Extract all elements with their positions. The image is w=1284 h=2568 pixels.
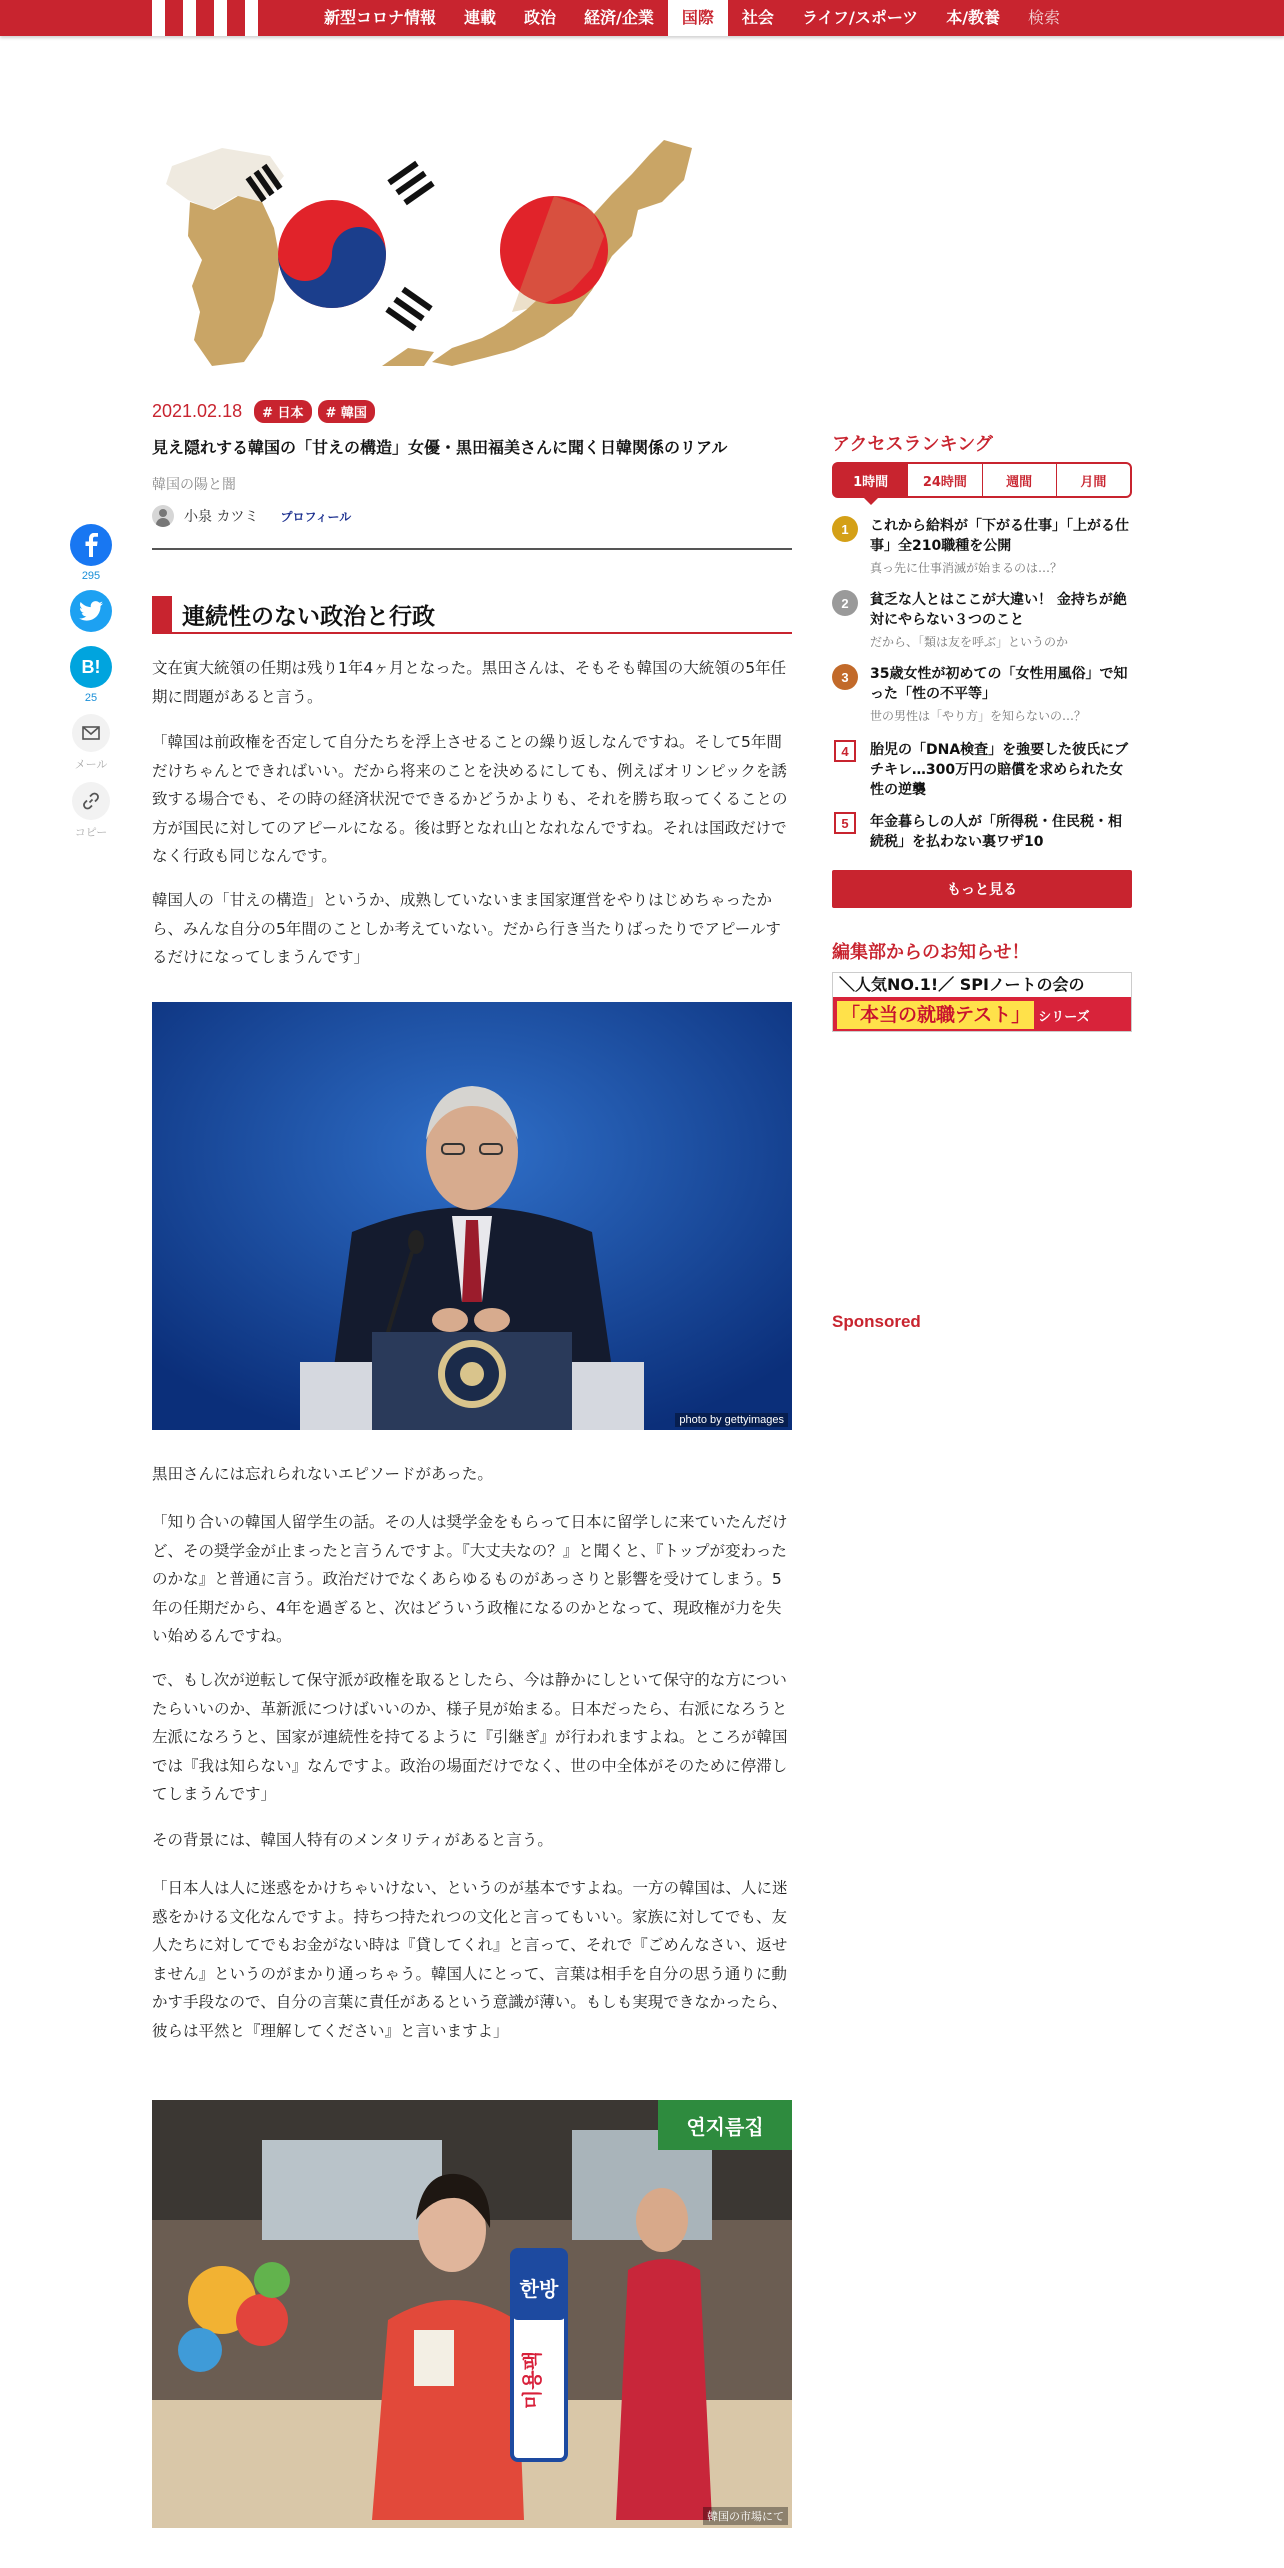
tag-japan[interactable]: # 日本: [254, 400, 311, 423]
section-heading: [152, 596, 792, 634]
article-paragraph: その背景には、韓国人特有のメンタリティがあると言う。: [152, 1831, 553, 1849]
top-nav: [0, 0, 1284, 36]
author-name[interactable]: 小泉 カツミ: [184, 509, 259, 525]
nav-item-international[interactable]: 国際: [668, 0, 728, 36]
sponsored-label: Sponsored: [832, 1312, 921, 1331]
mail-label: メール: [74, 758, 108, 771]
article-title: 見え隠れする韓国の「甘えの構造」女優・黒田福美さんに聞く日韓関係のリアル: [152, 438, 728, 457]
section-heading-text: 連続性のない政治と行政: [182, 603, 435, 630]
share-copy[interactable]: [70, 782, 112, 840]
mail-icon[interactable]: [72, 714, 110, 752]
banner-main-text: 「本当の就職テスト」: [837, 1001, 1034, 1029]
banner-top-text: ＼人気NO.1!／ SPIノートの会の: [833, 973, 1131, 997]
article-paragraph: 黒田さんには忘れられないエピソードがあった。: [152, 1465, 493, 1483]
article-paragraph: 「知り合いの韓国人留学生の話。その人は奨学金をもらって日本に留学しに来ていたんだけど、その奨学金が止まったと言うんですよ。『大丈夫なの？』と聞くと、『トップが変わったのかな』と普通に言う。政治だけでなくあらゆるものがあっさりと影響を受けてしまう。5年の任期だから、4年を過ぎると、次はどういう政権になるのかとなって、現政権が力を失い始めるんですね。: [152, 1513, 788, 1645]
banner-series-text: シリーズ: [1038, 1009, 1090, 1025]
rank-badge: 5: [834, 812, 856, 834]
ranking-title[interactable]: これから給料が「下がる仕事」「上がる仕事」全210職種を公開: [870, 518, 1129, 554]
article-paragraph: 文在寅大統領の任期は残り1年4ヶ月となった。黒田さんは、そもそも韓国の大統領の5年任期に問題があると言う。: [152, 659, 787, 706]
nav-item-books[interactable]: 本/教養: [946, 8, 1001, 27]
rank-badge: 4: [834, 740, 856, 762]
ranking-heading: アクセスランキング: [832, 434, 993, 455]
photo-caption: photo by gettyimages: [675, 1413, 788, 1427]
market-sign-top: 한방: [519, 2277, 559, 2301]
more-ranking-button[interactable]: もっと見る: [832, 870, 1132, 908]
profile-link[interactable]: プロフィール: [280, 509, 352, 524]
ranking-item[interactable]: [832, 664, 1132, 724]
article-paragraph: 「韓国は前政権を否定して自分たちを浮上させることの繰り返しなんですね。そして5年間だけちゃんとできればいい。だから将来のことを決めるにしても、例えばオリンピックを誘致する場合でも、その時の経済状況でできるかどうかよりも、それを勝ち取ってくることの方が国民に対してのアピールになる。後は野となれ山となれなんですね。それは国政だけでなく行政も同じなんです。: [152, 733, 788, 865]
tab-24hours[interactable]: 24時間: [908, 464, 982, 496]
link-icon[interactable]: [72, 782, 110, 820]
nav-item-covid[interactable]: 新型コロナ情報: [324, 8, 437, 27]
article-paragraph: で、もし次が逆転して保守派が政権を取るとしたら、今は静かにしといて保守的な方についたらいいのか、革新派につけばいいのか、様子見が始まる。日本だったら、右派になろうと左派になろうと、国家が連続性を持てるように『引継ぎ』が行われますよね。ところが韓国では『我は知らない』なんですよ。政治の場面だけでなく、世の中全体がそのために停滞してしまうんです」: [152, 1671, 788, 1803]
market-sign-green: 연지름집: [686, 2115, 764, 2139]
market-sign-bottom: 미용팩: [520, 2351, 544, 2409]
article-paragraph: 「日本人は人に迷惑をかけちゃいけない、というのが基本ですよね。一方の韓国は、人に迷惑をかける文化なんですよ。持ちつ持たれつの文化と言ってもいい。家族に対してでも、友人たちに対してでもお金がない時は『貸してくれ』と言って、それで『ごめんなさい、返せません』というのがまかり通っちゃう。韓国人にとって、言葉は相手を自分の思う通りに動かす手段なので、自分の言葉に責任があるという意識が薄い。もしも実現できなかったら、彼らは平然と『理解してください』と言いますよ」: [152, 1879, 788, 2040]
share-facebook[interactable]: [70, 524, 112, 582]
tab-weekly[interactable]: 週間: [983, 464, 1057, 496]
article-meta: [152, 400, 792, 423]
tab-monthly[interactable]: 月間: [1080, 474, 1107, 490]
heading-accent-bar: [152, 596, 172, 632]
article-date: 2021.02.18: [152, 401, 243, 421]
ranking-title[interactable]: 胎児の「DNA検査」を強要した彼氏にブチキレ…300万円の賠償を求められた女性の逆襲: [870, 742, 1129, 798]
ranking-subtitle: だから、「類は友を呼ぶ」というのか: [870, 635, 1069, 649]
ranking-item[interactable]: [832, 812, 1132, 852]
spi-banner[interactable]: [832, 972, 1132, 1032]
rank-badge: 3: [832, 664, 858, 690]
facebook-icon[interactable]: [70, 524, 112, 566]
site-logo[interactable]: [152, 0, 288, 36]
ranking-subtitle: 世の男性は「やり方」を知らないの…？: [870, 709, 1087, 723]
share-mail[interactable]: [70, 714, 112, 772]
hero-illustration: [152, 140, 696, 368]
nav-item-society[interactable]: 社会: [741, 8, 774, 27]
twitter-icon[interactable]: [70, 590, 112, 632]
article-photo-market: [152, 2100, 792, 2528]
header-divider: [152, 548, 792, 550]
author-avatar: [152, 505, 174, 527]
article-photo-president: [152, 1002, 792, 1430]
ranking-title[interactable]: 年金暮らしの人が「所得税・住民税・相続税」を払わない裏ワザ10: [870, 814, 1122, 850]
author-block: [152, 504, 351, 528]
article-paragraph: 韓国人の「甘えの構造」というか、成熟していないまま国家運営をやりはじめちゃったから、みんな自分の5年間のことしか考えていない。だから行き当たりばったりでアピールするだけになってしまうんです」: [152, 891, 781, 966]
nav-search-link[interactable]: 検索: [1028, 8, 1061, 27]
facebook-share-count: 295: [81, 570, 101, 582]
photo-caption: 韓国の市場にて: [703, 2507, 788, 2525]
nav-item-economy[interactable]: 経済/企業: [584, 8, 654, 27]
rank-badge: 1: [832, 516, 858, 542]
share-twitter[interactable]: [70, 590, 112, 632]
hatena-share-count: 25: [84, 692, 98, 704]
article-series[interactable]: 韓国の陽と闇: [152, 477, 236, 493]
banner-bottom: [833, 997, 1131, 1032]
ranking-item[interactable]: [832, 740, 1132, 800]
nav-item-serial[interactable]: 連載: [464, 8, 497, 27]
ranking-title[interactable]: 35歳女性が初めての「女性用風俗」で知った「性の不平等」: [870, 666, 1128, 702]
tag-korea[interactable]: # 韓国: [318, 400, 375, 423]
rank-badge: 2: [832, 590, 858, 616]
ranking-item[interactable]: [832, 590, 1132, 650]
nav-items: [310, 0, 1074, 36]
ranking-subtitle: 真っ先に仕事消滅が始まるのは…？: [870, 561, 1063, 575]
hatena-bookmark-icon[interactable]: B!: [70, 646, 112, 688]
share-hatena[interactable]: [70, 646, 112, 704]
copy-label: コピー: [74, 826, 108, 839]
nav-item-politics[interactable]: 政治: [524, 8, 557, 27]
tab-1hour[interactable]: 1時間: [834, 464, 908, 496]
nav-item-life-sports[interactable]: ライフ/スポーツ: [801, 8, 919, 27]
ranking-tabs: [832, 462, 1132, 498]
ranking-item[interactable]: [832, 516, 1132, 576]
notice-heading: 編集部からのお知らせ！: [832, 942, 1030, 963]
ranking-title[interactable]: 貧乏な人とはここが大違い！ 金持ちが絶対にやらない３つのこと: [870, 592, 1127, 628]
